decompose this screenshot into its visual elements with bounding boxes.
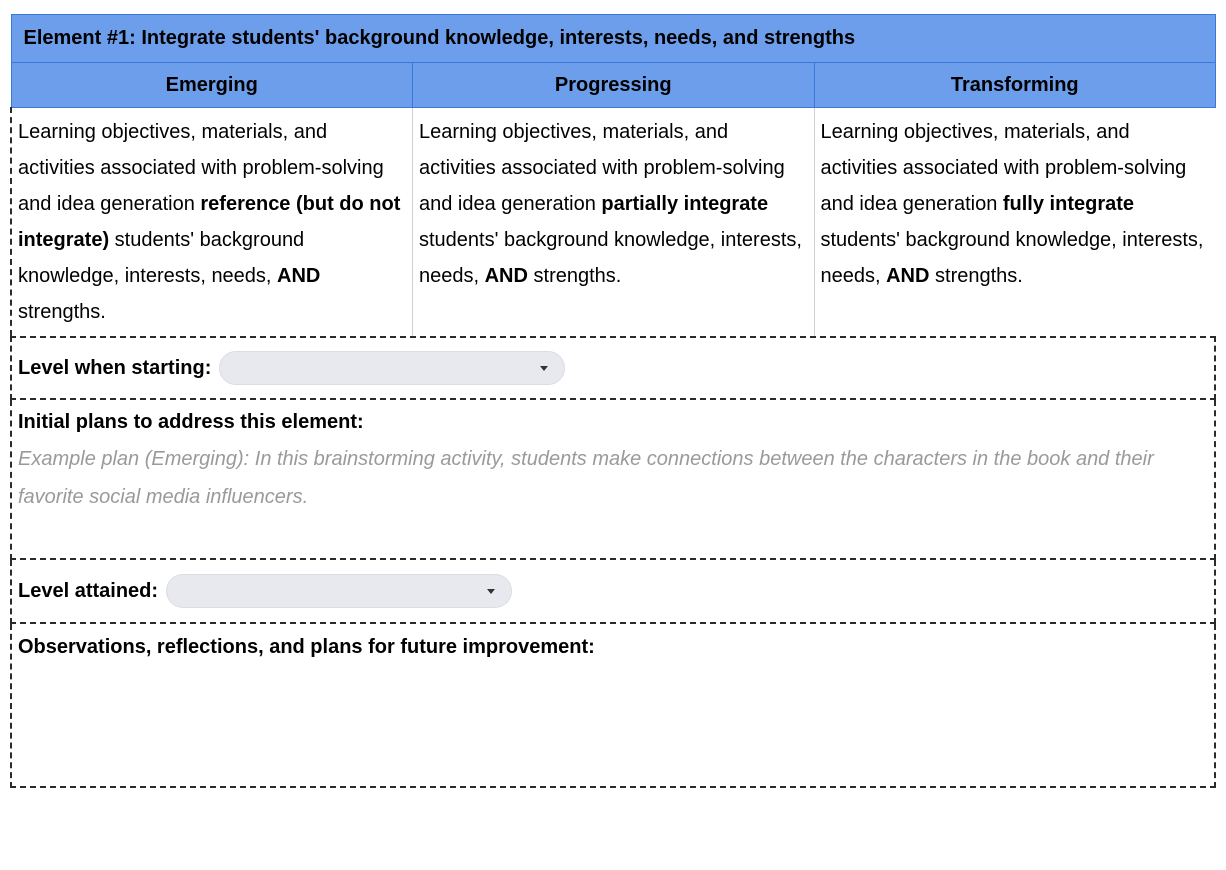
observations-section[interactable]	[10, 624, 1216, 788]
column-header-progressing: Progressing	[413, 63, 815, 108]
description-transforming: Learning objectives, materials, and activities associated with problem-solving and idea generation fully integrate students' background knowledge, interests, needs, AND strengths.	[820, 121, 1204, 287]
chevron-down-icon	[540, 366, 548, 371]
column-header-transforming: Transforming	[814, 63, 1216, 108]
level-attained-label: Level attained:	[18, 579, 159, 602]
initial-plans-label: Initial plans to address this element:	[18, 411, 364, 433]
observations-label: Observations, reflections, and plans for future improvement:	[18, 636, 595, 658]
level-starting-row	[10, 336, 1216, 400]
level-attained-select[interactable]	[166, 574, 512, 608]
level-starting-label: Level when starting:	[18, 356, 212, 379]
element-card	[10, 14, 1216, 788]
element-title: Element #1: Integrate students' background knowledge, interests, needs, and strengths	[11, 15, 1216, 63]
chevron-down-icon	[487, 589, 495, 594]
level-attained-row	[10, 560, 1216, 624]
initial-plans-section[interactable]	[10, 400, 1216, 560]
description-emerging: Learning objectives, materials, and activities associated with problem-solving and idea generation reference (but do not integrate) students' background knowledge, interests, needs, AND strengths.	[11, 108, 413, 337]
initial-plans-example: Example plan (Emerging): In this brainstorming activity, students make connections between the characters in the book and their favorite social media influencers.	[18, 448, 1154, 508]
level-starting-select[interactable]	[219, 351, 565, 385]
description-progressing: Learning objectives, materials, and activities associated with problem-solving and idea generation partially integrate students' background knowledge, interests, needs, AND strengths.	[413, 108, 815, 337]
rubric-table	[10, 14, 1216, 336]
column-header-emerging: Emerging	[11, 63, 413, 108]
